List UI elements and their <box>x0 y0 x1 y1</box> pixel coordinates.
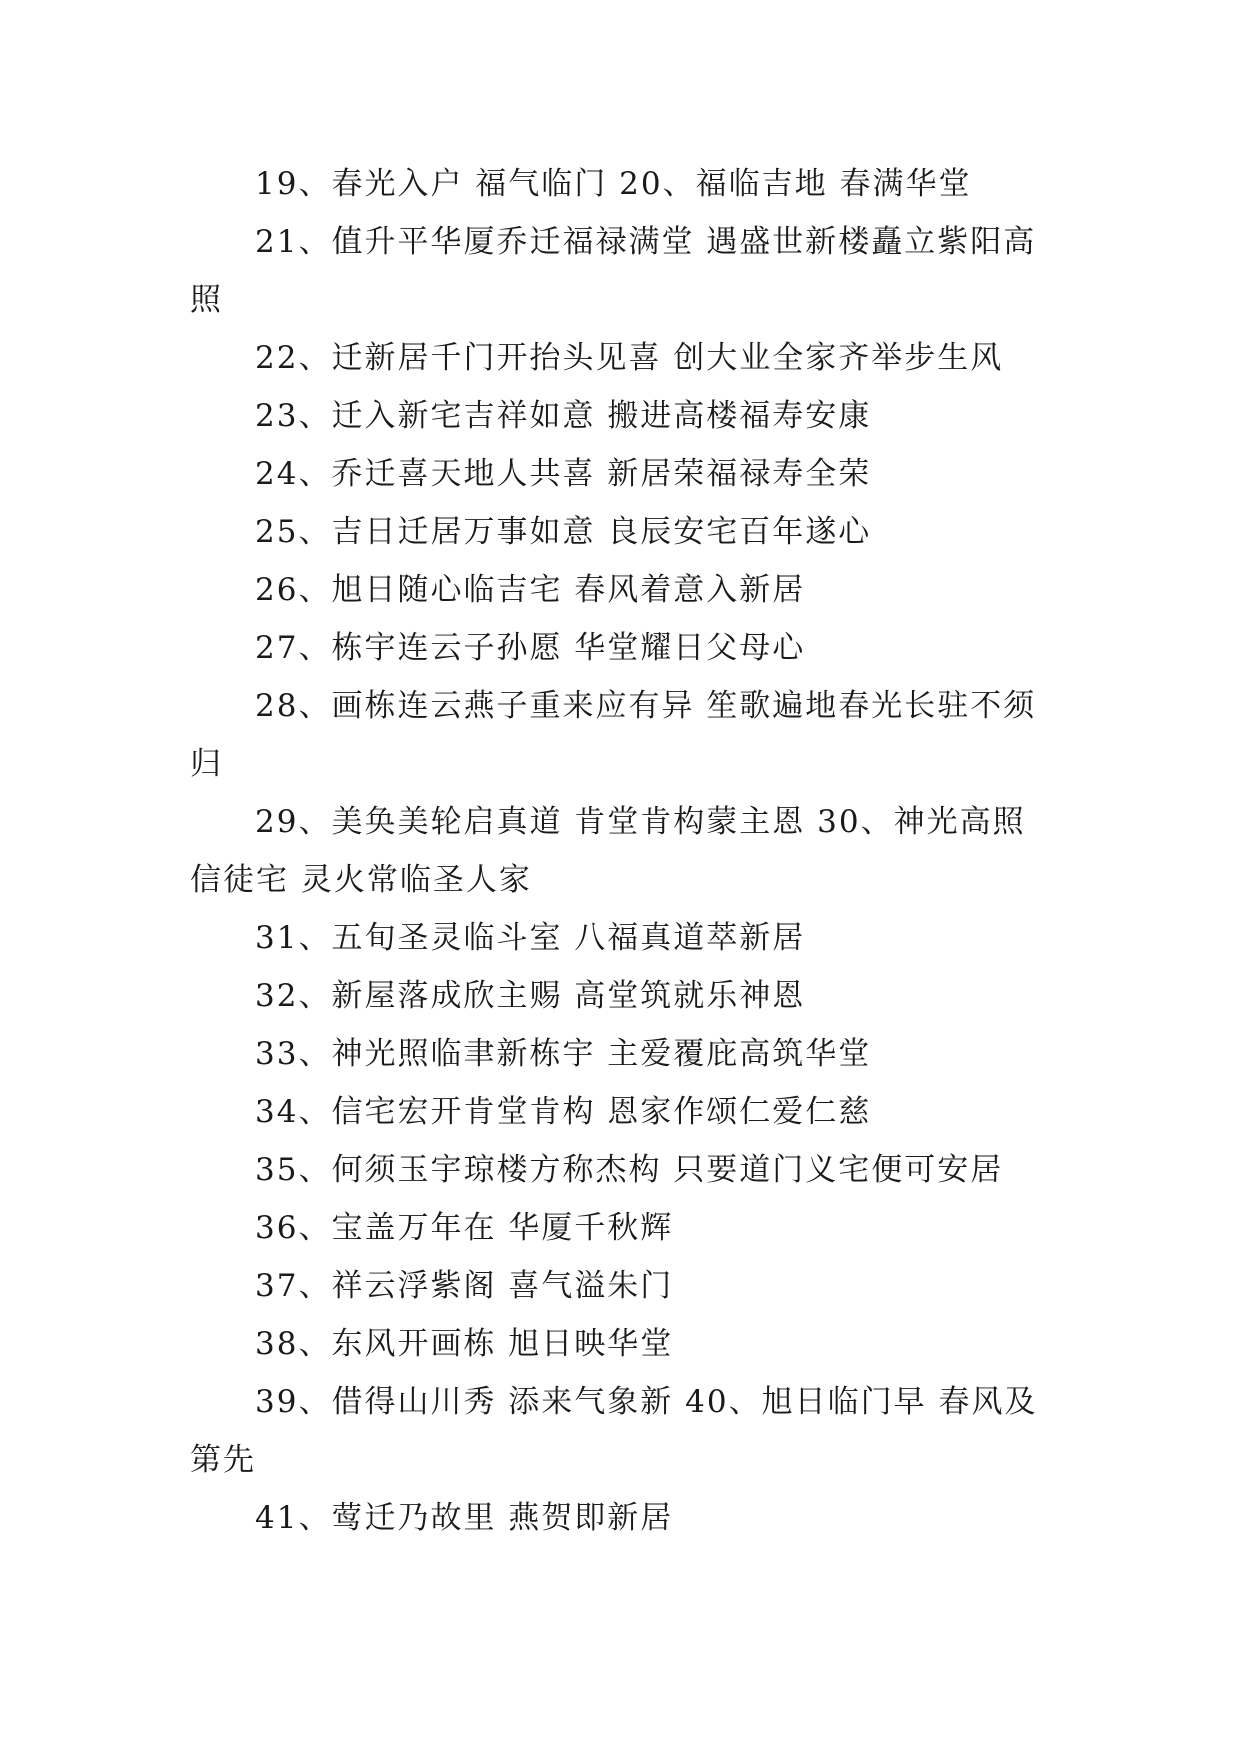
paragraph: 23、迁入新宅吉祥如意 搬进高楼福寿安康 <box>255 398 872 434</box>
paragraph: 34、信宅宏开肯堂肯构 恩家作颂仁爱仁慈 <box>255 1094 872 1130</box>
paragraph: 32、新屋落成欣主赐 高堂筑就乐神恩 <box>255 978 806 1014</box>
paragraph: 28、画栋连云燕子重来应有异 笙歌遍地春光长驻不须归 <box>190 688 1037 782</box>
paragraph: 41、莺迁乃故里 燕贺即新居 <box>255 1500 674 1536</box>
paragraph: 25、吉日迁居万事如意 良辰安宅百年遂心 <box>255 514 872 550</box>
paragraph: 36、宝盖万年在 华厦千秋辉 <box>255 1210 674 1246</box>
paragraph: 27、栋宇连云子孙愿 华堂耀日父母心 <box>255 630 806 666</box>
paragraph: 38、东风开画栋 旭日映华堂 <box>255 1326 674 1362</box>
paragraph: 26、旭日随心临吉宅 春风着意入新居 <box>255 572 806 608</box>
paragraph: 33、神光照临聿新栋宇 主爱覆庇高筑华堂 <box>255 1036 872 1072</box>
document-body <box>190 155 1050 1547</box>
paragraph: 31、五旬圣灵临斗室 八福真道萃新居 <box>255 920 806 956</box>
paragraph: 39、借得山川秀 添来气象新 40、旭日临门早 春风及第先 <box>190 1384 1038 1478</box>
paragraph: 37、祥云浮紫阁 喜气溢朱门 <box>255 1268 674 1304</box>
paragraph: 29、美奂美轮启真道 肯堂肯构蒙主恩 30、神光高照信徒宅 灵火常临圣人家 <box>190 804 1026 898</box>
paragraph: 24、乔迁喜天地人共喜 新居荣福禄寿全荣 <box>255 456 872 492</box>
paragraph: 35、何须玉宇琼楼方称杰构 只要道门义宅便可安居 <box>255 1152 1004 1188</box>
paragraph: 19、春光入户 福气临门 20、福临吉地 春满华堂 <box>255 166 972 202</box>
paragraph: 21、值升平华厦乔迁福禄满堂 遇盛世新楼矗立紫阳高照 <box>190 224 1037 318</box>
paragraph: 22、迁新居千门开抬头见喜 创大业全家齐举步生风 <box>255 340 1004 376</box>
